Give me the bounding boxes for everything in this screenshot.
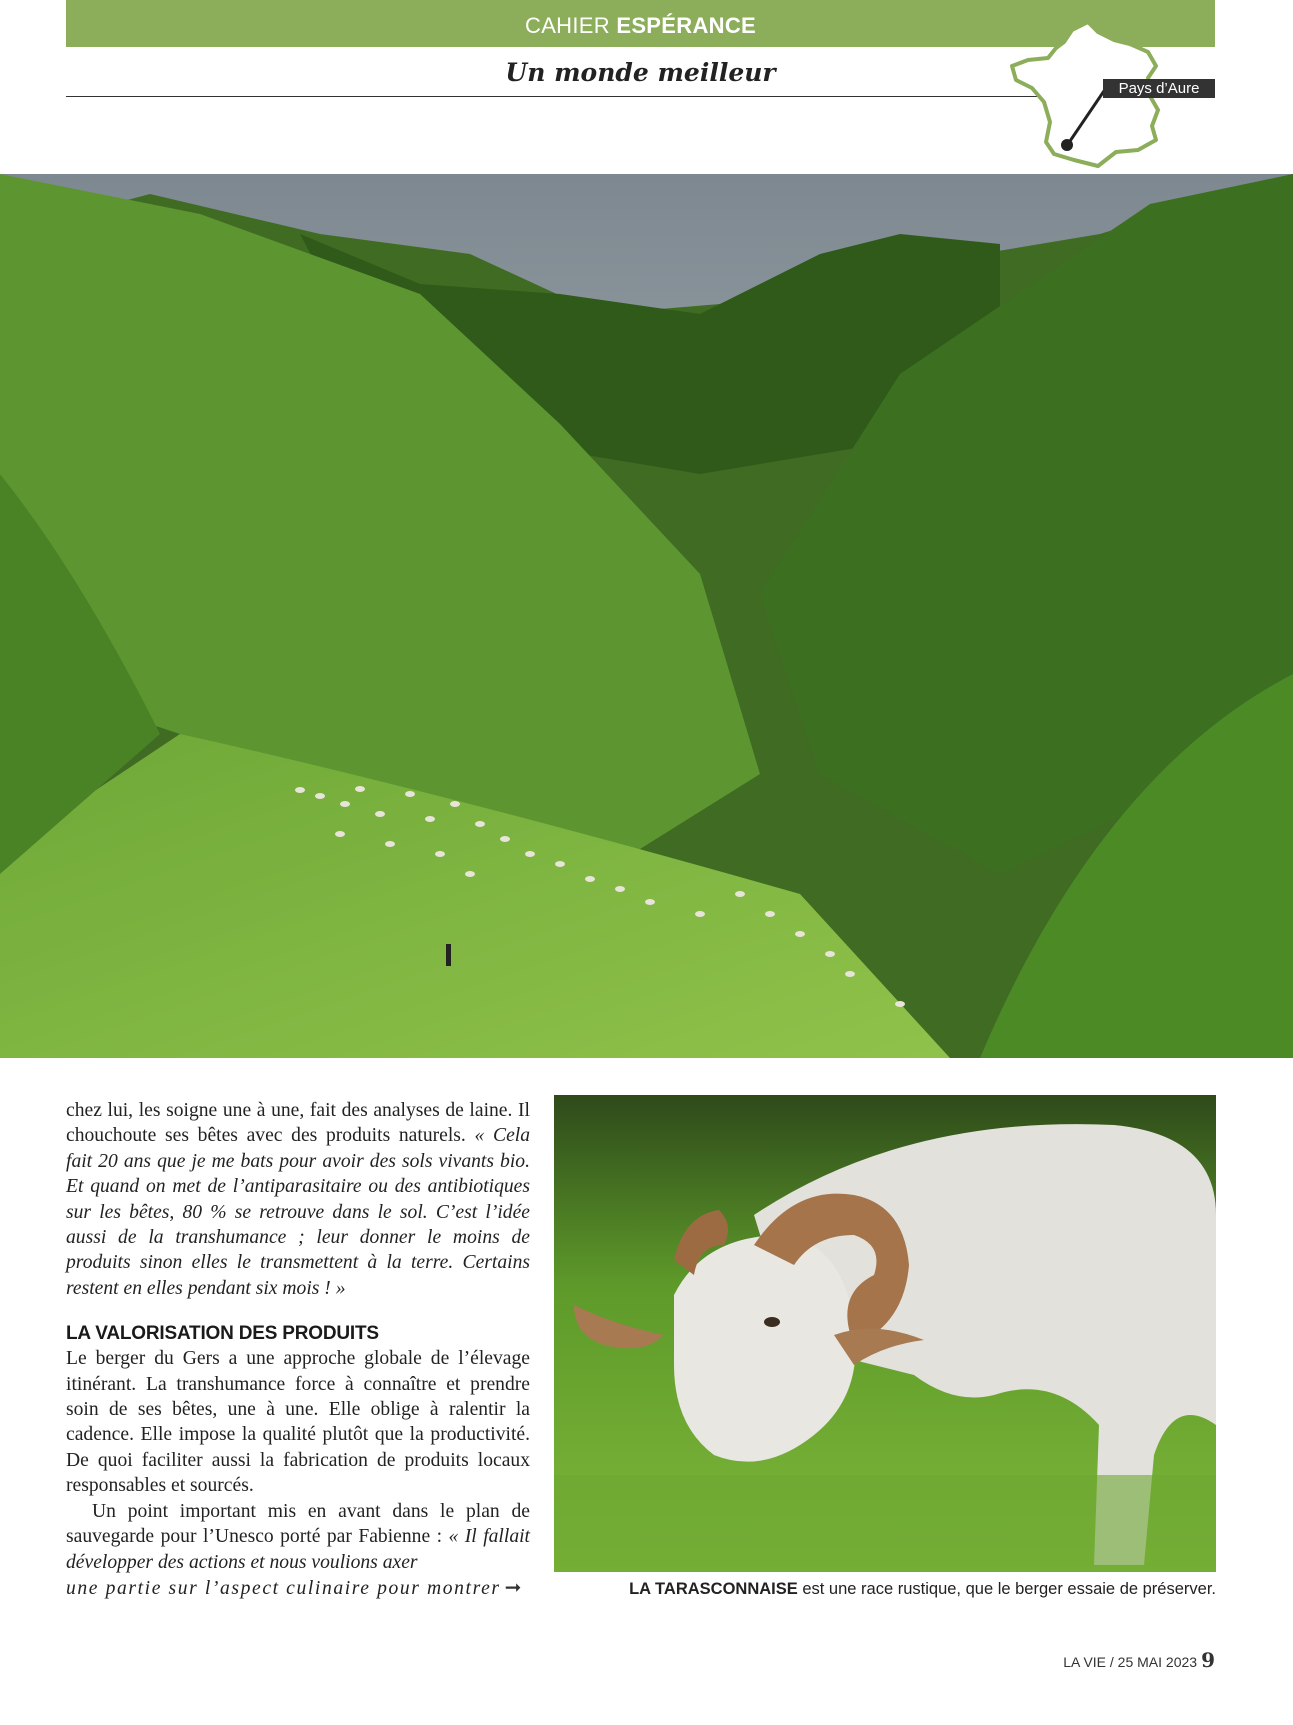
section-subtitle: Un monde meilleur bbox=[505, 58, 776, 87]
page-folio bbox=[1063, 1648, 1215, 1672]
paragraph-1-quote: « Cela fait 20 ans que je me bats pour avoir des sols vivants bio. Et quand on met de l’antiparasitaire ou des antibiotiques sur les bêtes, 80 % se retrouve dans le sol. C’est l’idée aussi de la transhumance ; leur donner le moins de produits sinon elles le transmettent à la terre. Certains restent en elles pendant six mois ! » bbox=[66, 1125, 531, 1299]
sheep-photo bbox=[554, 1095, 1216, 1572]
article-paragraph-3 bbox=[66, 1499, 530, 1575]
paragraph-1-text: chez lui, les soigne une à une, fait des analyses de laine. Il chouchoute ses bêtes avec des produits naturels. bbox=[66, 1100, 530, 1147]
header-rule bbox=[66, 96, 1066, 97]
photo-caption bbox=[554, 1580, 1216, 1599]
article-paragraph-1 bbox=[66, 1098, 530, 1301]
section-prefix: CAHIER bbox=[525, 13, 617, 38]
section-name: ESPÉRANCE bbox=[616, 13, 756, 38]
paragraph-3-text: Un point important mis en avant dans le plan de sauvegarde pour l’Unesco porté par Fabienne : bbox=[66, 1500, 530, 1548]
article-paragraph-2: Le berger du Gers a une approche globale de l’élevage itinérant. La transhumance force à connaître et prendre soin de ses bêtes, une à une. Elle oblige à ralentir la cadence. Elle impose la qualité plutôt que la productivité. De quoi faciliter aussi la fabrication de produits locaux responsables et sourcés. bbox=[66, 1348, 530, 1497]
map-label: Pays d’Aure bbox=[1103, 79, 1215, 98]
article-subheading: LA VALORISATION DES PRODUITS bbox=[66, 1323, 379, 1345]
caption-bold: LA TARASCONNAISE bbox=[629, 1580, 798, 1598]
paragraph-3-quote-b: une partie sur l’aspect culinaire pour montrer bbox=[66, 1577, 501, 1599]
paragraph-3-quote-a: « Il fallait développer des actions et nous voulions axer bbox=[66, 1526, 531, 1573]
caption-text: est une race rustique, que le berger essaie de préserver. bbox=[797, 1580, 1216, 1598]
continue-arrow-icon: ➞ bbox=[504, 1574, 522, 1599]
folio-text: LA VIE / 25 MAI 2023 bbox=[1063, 1654, 1198, 1670]
article-last-line bbox=[66, 1575, 530, 1601]
page-number: 9 bbox=[1201, 1648, 1215, 1672]
hero-photo bbox=[0, 174, 1293, 1058]
article-column bbox=[66, 1098, 530, 1601]
